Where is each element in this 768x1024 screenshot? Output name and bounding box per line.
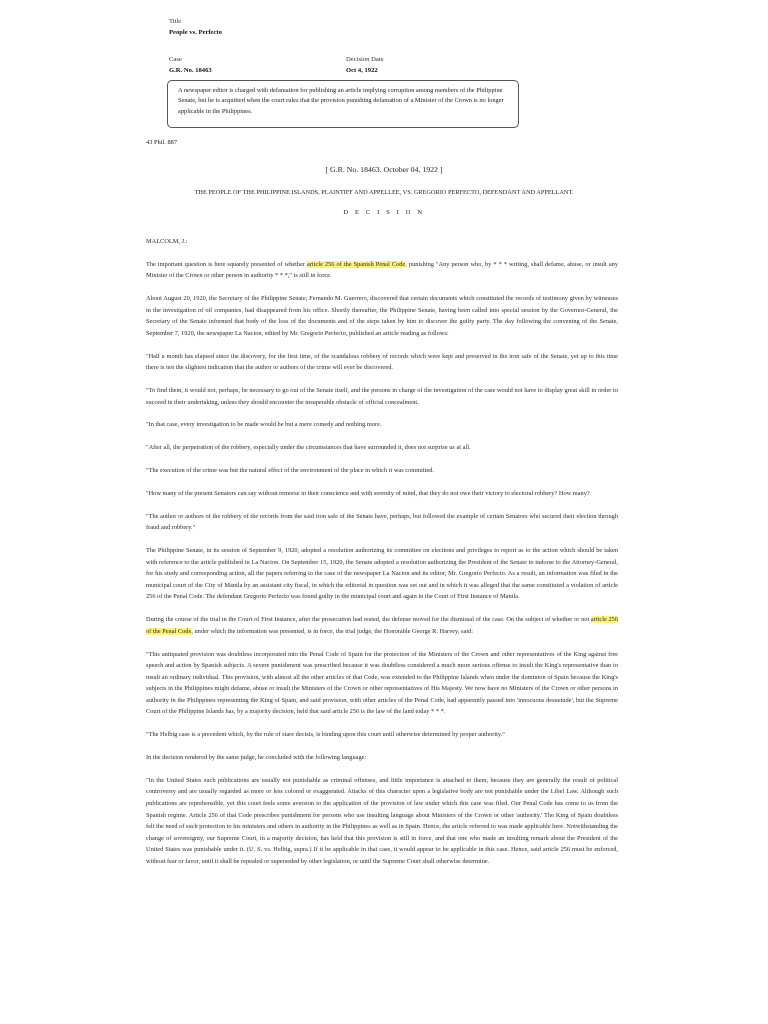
case-summary-box <box>167 80 519 128</box>
paragraph: "The Helbig case is a precedent which, by the rule of stare decisis, is binding upon this court until otherwise determined by proper authority." <box>146 731 505 739</box>
case-value: G.R. No. 18463 <box>169 67 212 74</box>
ponente: MALCOLM, J.: <box>146 238 188 245</box>
paragraph: "To find them, it would not, perhaps, be necessary to go out of the Senate itself, and the persons in charge of the investigation of the case would not have to display great skill in order to succeed in their undertaking, unless they should encounter the insuperable obstacle of official concealment. <box>146 387 618 406</box>
highlighted-text[interactable]: article 256 of the Penal Code <box>146 616 618 635</box>
title-label: Title <box>169 18 182 25</box>
case-number-heading: [ G.R. No. 18463. October 04, 1922 ] <box>325 165 443 174</box>
title-value: People vs. Perfecto <box>169 29 222 36</box>
decision-heading: D E C I S I O N <box>343 209 425 216</box>
citation: 43 Phil. 887 <box>146 139 178 146</box>
paragraph: During the course of the trial in the Court of First Instance, after the prosecution had rested, the defense moved for the dismissal of the case. On the subject of whether or not article 256 of the Penal Code, under which the information was presented, is in force, the trial judge, the Honorable George R. Harvey, said: <box>146 616 618 635</box>
paragraph: "The author or authors of the robbery of the records from the said iron safe of the Senate have, perhaps, but followed the example of certain Senators who secured their election through fraud and robbery." <box>146 512 618 532</box>
case-label: Case <box>169 56 182 63</box>
decision-date-value: Oct 4, 1922 <box>346 67 378 74</box>
paragraph: About August 20, 1920, the Secretary of the Philippine Senate, Fernando M. Guerrero, discovered that certain documents which constituted the records of testimony given by witnesses in the investigation of oil companies, had disappeared from his office. Shortly thereafter, the Philippine Senate, having been called into special session by the Governor-General, the Secretary of the Senate informed that body of the loss of the documents and of the steps taken by him to discover the guilty party. The day following the convening of the Senate, September 7, 1920, the newspaper La Nacion, edited by Mr. Gregorio Perfecto, published an article reading as follows: <box>146 295 618 337</box>
paragraph: "Half a month has elapsed since the discovery, for the first time, of the scandalous robbery of records which were kept and preserved in the iron safe of the Senate, yet up to this time there is not the slightest indication that the author or authors of the crime will ever be discovered. <box>146 352 618 372</box>
highlighted-text[interactable]: article 256 of the Spanish Penal Code <box>307 260 406 268</box>
paragraph: The Philippine Senate, in its session of September 9, 1920, adopted a resolution authorizing its committee on elections and privileges to report as to the action which should be taken with reference to the article published in La Nacion. On September 15, 1920, the Senate adopted a resolution authorizing the President of the Senate to indorse to the Attorney-General, for his study and corresponding action, all the papers referring to the case of the newspaper La Nacion and its editor, Mr. Gregorio Perfecto. As a result, an information was filed in the municipal court of the City of Manila by an assistant city fiscal, in which the editorial in question was set out and in which it was alleged that the same constituted a violation of article 256 of the Penal Code. The defendant Gregorio Perfecto was found guilty in the municipal court and again in the Court of First Instance of Manila. <box>146 546 618 601</box>
paragraph: "After all, the perpetration of the robbery, especially under the circumstances that have surrounded it, does not surprise us at all. <box>146 444 471 452</box>
case-summary-text: A newspaper editor is charged with defamation for publishing an article implying corruption among members of the Philippine Senate, but he is acquitted when the court rules that the provision punishing defamation of a Minister of the Crown is no longer applicable in the Philippines. <box>178 87 504 115</box>
paragraph: "The execution of the crime was but the natural effect of the environment of the place in which it was committed. <box>146 467 435 475</box>
decision-date-label: Decision Date <box>346 56 384 63</box>
paragraph: "In the United States such publications are usually not punishable as criminal offenses, and little importance is attached to them, because they are generally the result of political controversy and are usually regarded as more or less colored or exaggerated. Attacks of this character upon a legislative body are not punishable under the Libel Law. Although such publications are reprehensible, yet this court feels some aversion to the application of the provision of law under which this case was filed. Our Penal Code has come to us from the Spanish regime. Article 256 of that Code prescribes punishment for persons who use insulting language about Ministers of the Crown or other 'authority.' The King of Spain doubtless felt the need of such protection to his ministers and others in authority in the Philippines as well as in Spain. Hence, the article referred to was made applicable here. Notwithstanding the change of sovereignty, our Supreme Court, in a majority decision, has held that this provision is still in force, and that one who made an insulting remark about the President of the United States was punishable under it. (U. S. vs. Helbig, supra.) If it be applicable in that case, it would appear to be applicable in this case. Hence, said article 256 must be enforced, without fear or favor, until it shall be repealed or superseded by other legislation, or until the Supreme Court shall otherwise determine. <box>146 776 618 865</box>
paragraph: The important question is here squarely presented of whether article 256 of the Spanish Penal Code, punishing "Any person who, by * * * writing, shall defame, abuse, or insult any Minister of the Crown or other person in authority * * *," is still in force. <box>146 260 618 280</box>
parties-heading: THE PEOPLE OF THE PHILIPPINE ISLANDS, PLAINTIFF AND APPELLEE, VS. GREGORIO PERFECTO, DEFENDANT AND APPELLANT. <box>194 189 574 196</box>
paragraph: "In that case, every investigation to be made would be but a mere comedy and nothing more. <box>146 421 382 429</box>
decision-body <box>146 236 618 879</box>
paragraph: "This antiquated provision was doubtless incorporated into the Penal Code of Spain for the protection of the Ministers of the Crown and other representatives of the King against free speech and action by Spanish subjects. A severe punishment was prescribed because it was doubtless considered a much more serious offense to insult the King's representative than to insult an ordinary individual. This provision, with almost all the other articles of that Code, was extended to the Philippine Islands when under the dominion of Spain because the King's subjects in the Philippines might defame, abuse or insult the Ministers of the Crown or other representatives of His Majesty. We now have no Ministers of the Crown or other persons in authority in the Philippines representing the King of Spain, and said provision, with other articles of the Penal Code, had apparently passed into 'innocuous desuetude', but the Supreme Court of the Philippine Islands has, by a majority decision, held that said article 256 is the law of the land today * * *. <box>146 650 618 716</box>
paragraph: In the decision rendered by the same judge, he concluded with the following language: <box>146 754 367 762</box>
paragraph: "How many of the present Senators can say without remorse in their conscience and with serenity of mind, that they do not owe their victory to electoral robbery? How many? <box>146 489 590 497</box>
